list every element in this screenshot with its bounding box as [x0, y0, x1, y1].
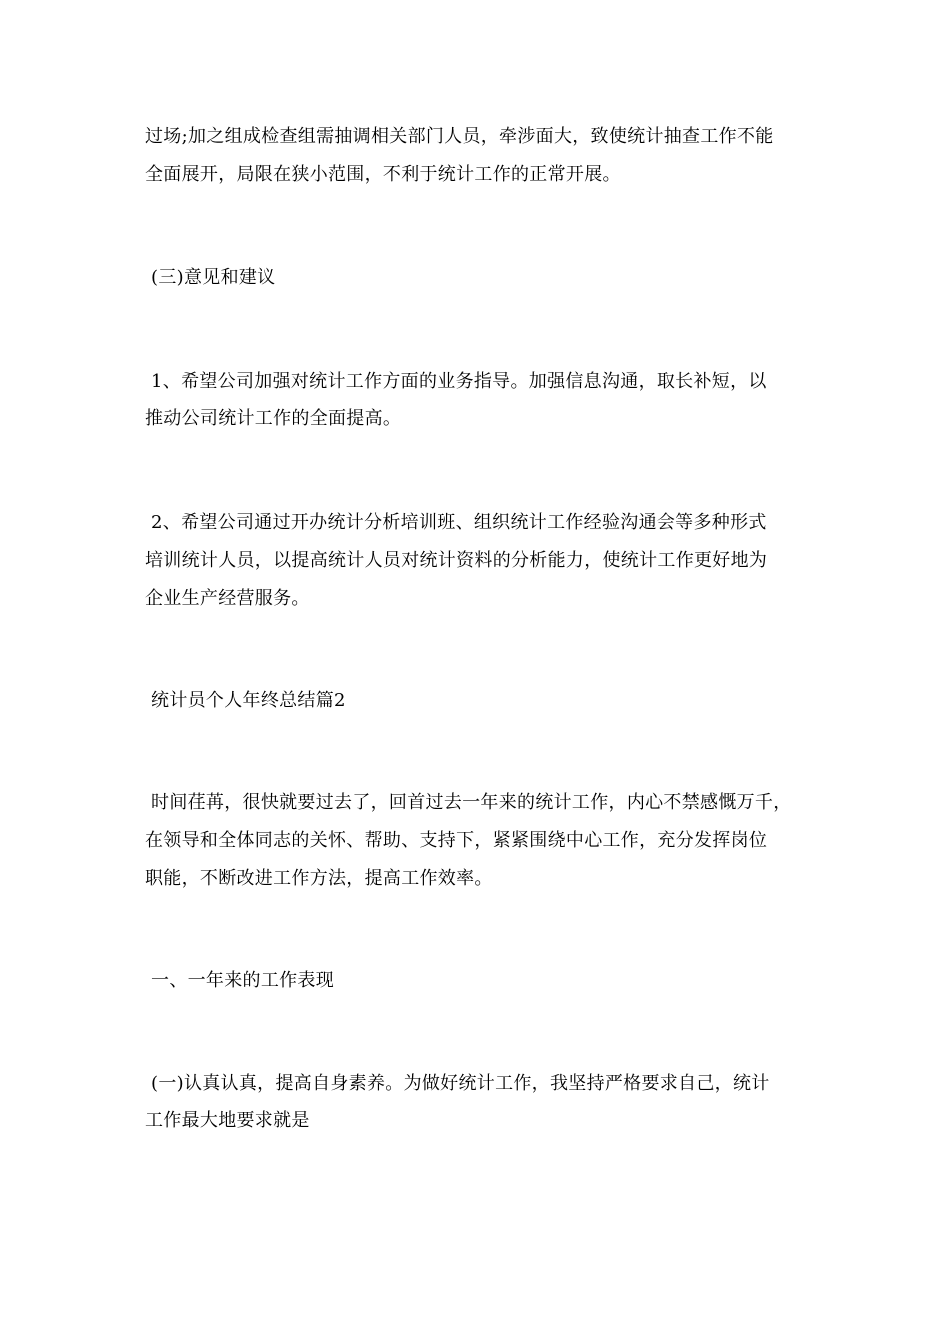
paragraph-line: 推动公司统计工作的全面提高。 — [145, 408, 402, 429]
paragraph-line: 培训统计人员，以提高统计人员对统计资料的分析能力，使统计工作更好地为 — [145, 550, 768, 571]
paragraph-line: 2、希望公司通过开办统计分析培训班、组织统计工作经验沟通会等多种形式 — [145, 512, 767, 533]
paragraph-line: 过场;加之组成检查组需抽调相关部门人员，牵涉面大，致使统计抽查工作不能 — [145, 126, 774, 147]
paragraph-line: (一)认真认真，提高自身素养。为做好统计工作，我坚持严格要求自己，统计 — [145, 1073, 770, 1094]
paragraph-line: 全面展开，局限在狭小范围，不利于统计工作的正常开展。 — [145, 164, 621, 185]
section-heading: (三)意见和建议 — [145, 267, 276, 288]
paragraph-line: 时间荏苒，很快就要过去了，回首过去一年来的统计工作，内心不禁感慨万千， — [145, 792, 792, 813]
section-heading: 一、一年来的工作表现 — [145, 970, 335, 991]
paragraph-line: 工作最大地要求就是 — [145, 1110, 310, 1131]
paragraph-line: 1、希望公司加强对统计工作方面的业务指导。加强信息沟通，取长补短，以 — [145, 371, 767, 392]
paragraph-line: 企业生产经营服务。 — [145, 588, 310, 609]
paragraph-line: 在领导和全体同志的关怀、帮助、支持下，紧紧围绕中心工作，充分发挥岗位 — [145, 830, 768, 851]
paragraph-line: 职能，不断改进工作方法，提高工作效率。 — [145, 868, 493, 889]
article-title: 统计员个人年终总结篇2 — [145, 690, 346, 711]
